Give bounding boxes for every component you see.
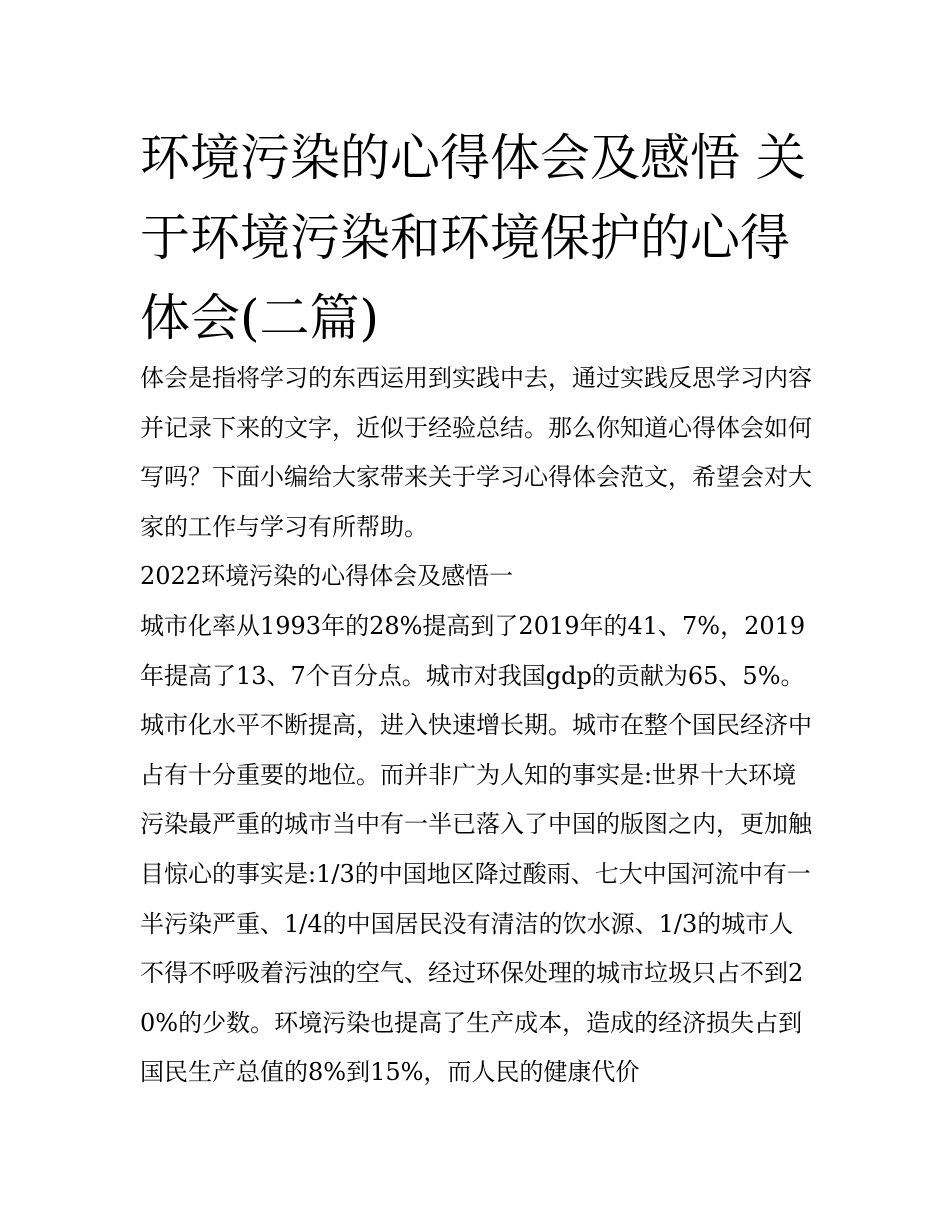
- document-body: [140, 354, 815, 1098]
- section-heading: 2022环境污染的心得体会及感悟一: [140, 562, 514, 591]
- intro-paragraph: 体会是指将学习的东西运用到实践中去，通过实践反思学习内容并记录下来的文字，近似于经验总结。那么你知道心得体会如何写吗？下面小编给大家带来关于学习心得体会范文，希望会对大家的工作与学习有所帮助。: [140, 364, 812, 541]
- body-paragraph: 城市化率从1993年的28%提高到了2019年的41、7%，2019年提高了13、7个百分点。城市对我国gdp的贡献为65、5%。城市化水平不断提高，进入快速增长期。城市在整个国民经济中占有十分重要的地位。而并非广为人知的事实是:世界十大环境污染最严重的城市当中有一半已落入了中国的版图之内，更加触目惊心的事实是:1/3的中国地区降过酸雨、七大中国河流中有一半污染严重、1/4的中国居民没有清洁的饮水源、1/3的城市人不得不呼吸着污浊的空气、经过环保处理的城市垃圾只占不到20%的少数。环境污染也提高了生产成本，造成的经济损失占到国民生产总值的8%到15%，而人民的健康代价: [140, 611, 812, 1087]
- page-title: 环境污染的心得体会及感悟 关于环境污染和环境保护的心得体会(二篇): [140, 129, 806, 347]
